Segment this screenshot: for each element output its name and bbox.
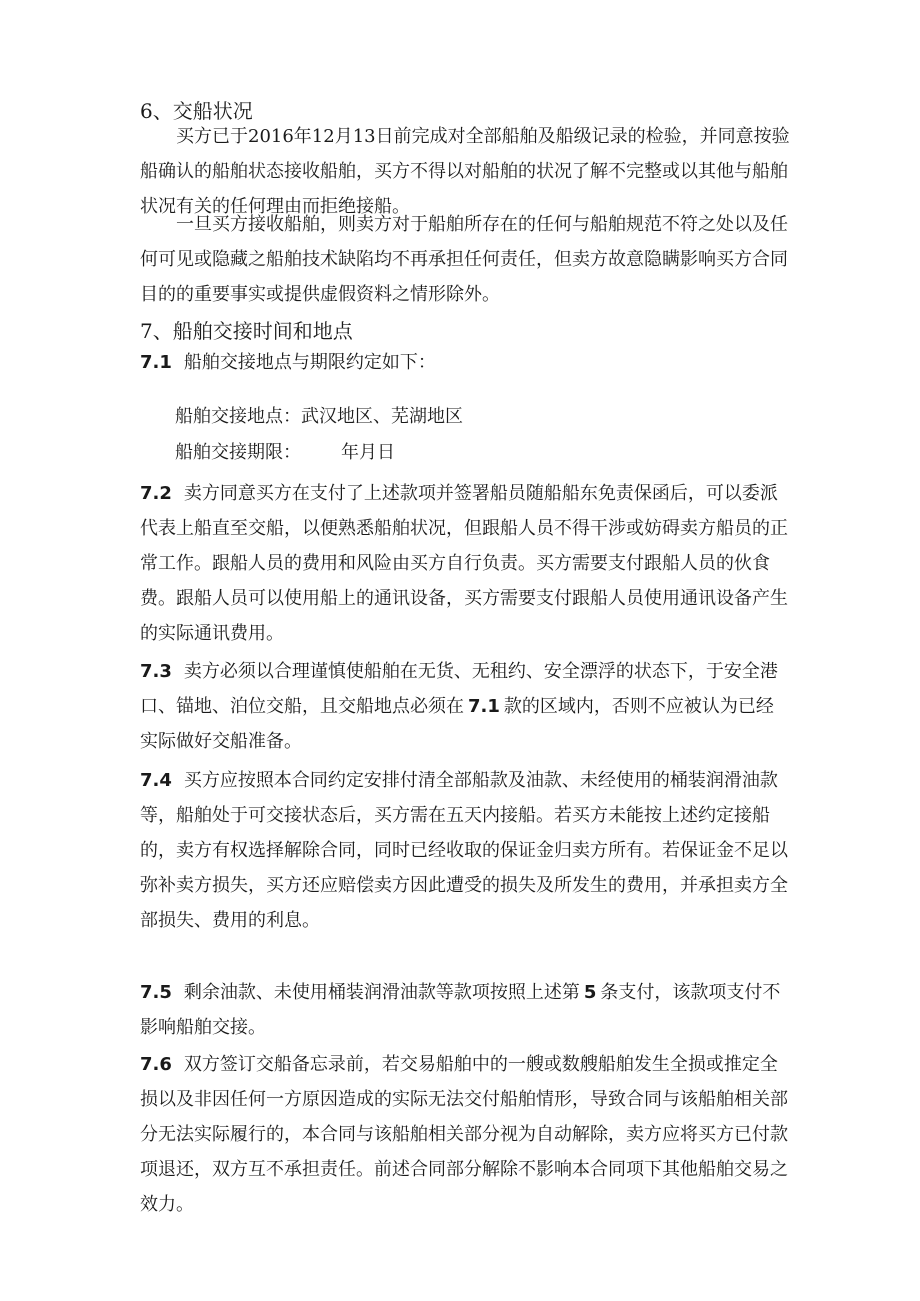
section-6-paragraph-1: 买方已于2016年12月13日前完成对全部船舶及船级记录的检验，并同意按验船确认的船舶状态接收船舶，买方不得以对船舶的状况了解不完整或以其他与船舶状况有关的任何理由而拒绝接船。 [140, 126, 790, 217]
clause-text: 双方签订交船备忘录前，若交易船舶中的一艘或数艘船舶发生全损或推定全损以及非因任何一方原因造成的实际无法交付船舶情形，导致合同与该船舶相关部分无法实际履行的，本合同与该船舶相关部分视为自动解除，卖方应将买方已付款项退还，双方互不承担责任。前述合同部分解除不影响本合同项下其他船舶交易之效力。 [140, 1054, 788, 1215]
clause-7-4 [140, 763, 790, 938]
delivery-period-value: 年月日 [341, 442, 395, 463]
clause-number: 7.4 [140, 770, 172, 791]
clause-text-continued: 款的区域内，否则不应被认为已经实际做好交船准备。 [140, 696, 774, 752]
clause-7-2 [140, 476, 790, 651]
clause-reference: 5 [583, 982, 597, 1003]
clause-text: 船舶交接地点与期限约定如下： [183, 352, 436, 373]
section-6-heading: 6、交船状况 [140, 99, 253, 123]
clause-text: 买方应按照本合同约定安排付清全部船款及油款、未经使用的桶装润滑油款等，船舶处于可交接状态后，买方需在五天内接船。若买方未能按上述约定接船的，卖方有权选择解除合同，同时已经收取的保证金归卖方所有。若保证金不足以弥补卖方损失，买方还应赔偿卖方因此遭受的损失及所发生的费用，并承担卖方全部损失、费用的利息。 [140, 770, 788, 931]
clause-7-3 [140, 654, 790, 759]
section-6-paragraph-2: 一旦买方接收船舶，则卖方对于船舶所存在的任何与船舶规范不符之处以及任何可见或隐藏之船舶技术缺陷均不再承担任何责任，但卖方故意隐瞒影响买方合同目的的重要事实或提供虚假资料之情形除外。 [140, 214, 788, 305]
clause-text-continued: 条支付，该款项支付不影响船舶交接。 [140, 982, 781, 1038]
clause-7-5 [140, 975, 790, 1045]
delivery-period-label: 船舶交接期限： [175, 442, 301, 463]
clause-text: 卖方同意买方在支付了上述款项并签署船员随船船东免责保函后，可以委派代表上船直至交船，以便熟悉船舶状况，但跟船人员不得干涉或妨碍卖方船员的正常工作。跟船人员的费用和风险由买方自行负责。买方需要支付跟船人员的伙食费。跟船人员可以使用船上的通讯设备，买方需要支付跟船人员使用通讯设备产生的实际通讯费用。 [140, 483, 788, 644]
clause-text: 卖方必须以合理谨慎使船舶在无货、无租约、安全漂浮的状态下，于安全港口、锚地、泊位交船，且交船地点必须在 [140, 661, 778, 717]
delivery-location: 船舶交接地点：武汉地区、芜湖地区 [175, 406, 463, 427]
section-7-heading: 7、船舶交接时间和地点 [140, 319, 353, 343]
clause-7-1 [140, 349, 436, 377]
clause-number: 7.5 [140, 982, 172, 1003]
clause-number: 7.6 [140, 1054, 172, 1075]
clause-number: 7.2 [140, 483, 172, 504]
delivery-period [175, 439, 395, 467]
clause-number: 7.1 [140, 352, 172, 373]
clause-number: 7.3 [140, 661, 172, 682]
clause-reference: 7.1 [468, 696, 500, 717]
clause-7-6 [140, 1047, 790, 1222]
clause-text: 剩余油款、未使用桶装润滑油款等款项按照上述第 [183, 982, 580, 1003]
